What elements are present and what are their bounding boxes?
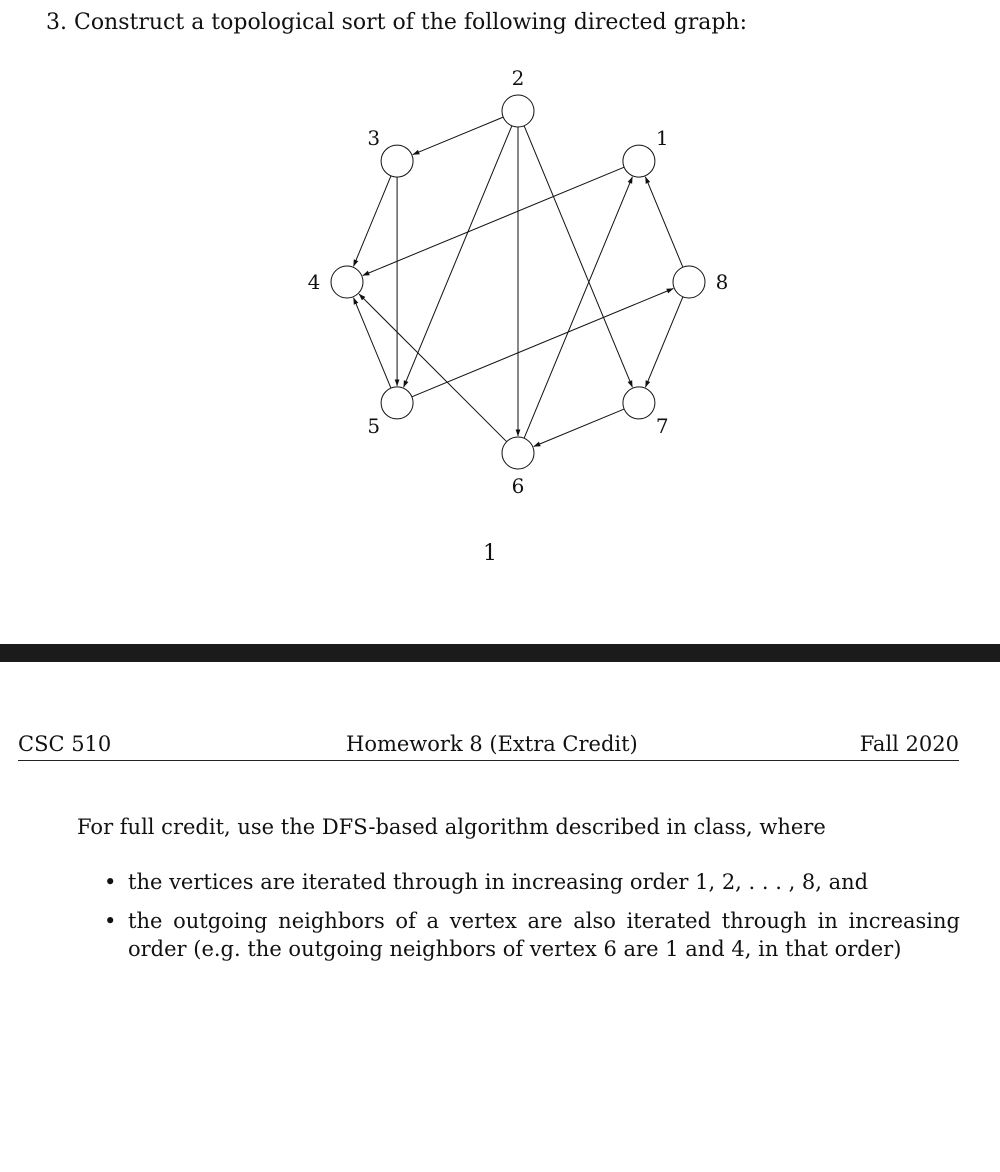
list-item-text: the outgoing neighbors of a vertex are also iterated through in increasing order (e.g. the outgoing neighbors of vertex 6 are 1 and 4, in that order): [128, 909, 960, 961]
vertex-label-3: 3: [367, 125, 381, 150]
problem-heading: 3. Construct a topological sort of the following directed graph:: [46, 10, 747, 35]
edge-3-to-4: [354, 176, 391, 266]
vertex-2: [502, 95, 534, 127]
bullet-icon: •: [104, 870, 117, 894]
edge-5-to-8: [412, 289, 673, 397]
vertex-label-6: 6: [511, 474, 525, 498]
edge-1-to-4: [363, 167, 624, 275]
bullet-icon: •: [104, 909, 117, 933]
term-label: Fall 2020: [859, 732, 959, 756]
list-item: [100, 907, 960, 963]
edge-8-to-7: [645, 297, 682, 387]
page-number: 1: [483, 541, 497, 566]
instruction-list: [100, 868, 960, 974]
edge-2-to-7: [524, 126, 632, 387]
vertex-label-8: 8: [715, 270, 729, 294]
vertex-6: [502, 437, 534, 469]
edge-6-to-1: [524, 177, 632, 438]
vertex-3: [381, 145, 413, 177]
edge-2-to-3: [413, 117, 503, 154]
vertex-label-2: 2: [511, 66, 525, 90]
edge-5-to-4: [354, 298, 391, 388]
vertex-label-5: 5: [367, 414, 381, 439]
edge-8-to-1: [645, 177, 682, 267]
vertex-8: [673, 266, 705, 298]
vertex-label-1: 1: [655, 125, 669, 150]
list-item: [100, 868, 960, 896]
list-item-text: the vertices are iterated through in increasing order 1, 2, . . . , 8, and: [128, 870, 869, 894]
vertex-label-4: 4: [307, 270, 321, 294]
edge-7-to-6: [534, 409, 624, 446]
homework-title: Homework 8 (Extra Credit): [346, 732, 638, 756]
page-break-bar: [0, 644, 1000, 662]
edge-2-to-5: [404, 126, 512, 387]
vertex-5: [381, 387, 413, 419]
directed-graph: [0, 0, 1000, 520]
running-header: [18, 728, 959, 761]
intro-text: For full credit, use the DFS-based algorithm described in class, where: [77, 815, 826, 839]
vertex-label-7: 7: [655, 414, 669, 439]
course-code: CSC 510: [18, 732, 112, 756]
vertex-7: [623, 387, 655, 419]
vertex-4: [331, 266, 363, 298]
vertex-1: [623, 145, 655, 177]
